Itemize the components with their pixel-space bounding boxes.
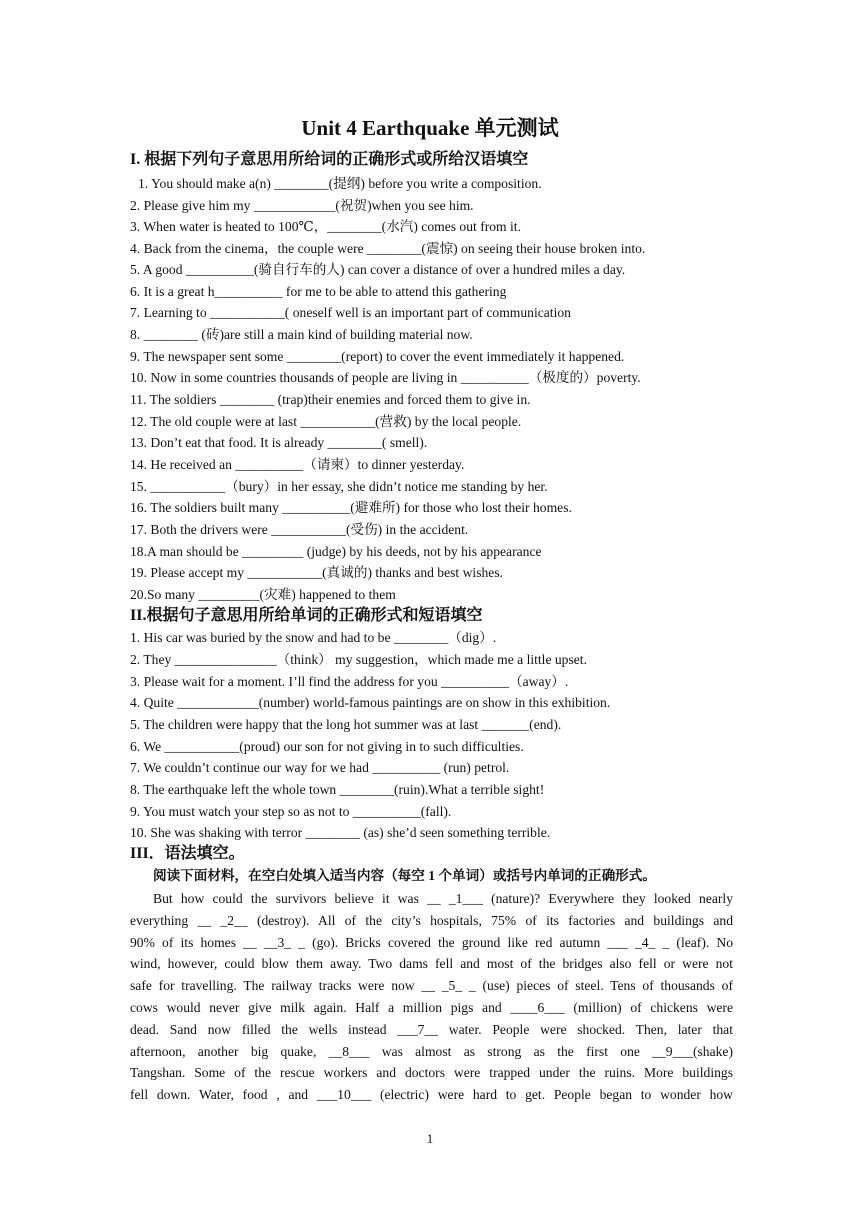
question-line: 9. The newspaper sent some ________(report) to cover the event immediately it happened. <box>130 349 625 364</box>
question-line: 14. He received an __________（请柬）to dinner yesterday. <box>130 457 465 472</box>
question-line: 12. The old couple were at last ___________(营救) by the local people. <box>130 414 522 429</box>
passage-line: fell down. Water, food , and ___10___ (electric) were hard to get. People began to wonder how <box>130 1087 733 1103</box>
question-line: 15. ___________（bury）in her essay, she didn’t notice me standing by her. <box>130 479 548 494</box>
question-line: 10. She was shaking with terror ________ (as) she’d seen something terrible. <box>130 825 551 840</box>
question-line: 8. The earthquake left the whole town ________(ruin).What a terrible sight! <box>130 782 545 797</box>
section-2-heading: II.根据句子意思用所给单词的正确形式和短语填空 <box>130 607 483 624</box>
passage-line: Tangshan. Some of the rescue workers and doctors were trapped under the ruins. More buildings <box>130 1065 733 1081</box>
question-line: 2. They _______________（think） my suggestion，which made me a little upset. <box>130 652 587 667</box>
passage-line: cows would never give milk again. Half a million pigs and ____6___ (million) of chickens were <box>130 999 733 1015</box>
question-line: 7. Learning to ___________( oneself well is an important part of communication <box>130 305 571 320</box>
cloze-passage <box>130 888 733 1106</box>
section-3-heading: III．语法填空。 <box>130 845 245 862</box>
question-line: 2. Please give him my ____________(祝贺)when you see him. <box>130 198 474 213</box>
question-line: 5. A good __________(骑自行车的人) can cover a distance of over a hundred miles a day. <box>130 262 626 277</box>
document-title: Unit 4 Earthquake 单元测试 <box>301 116 559 140</box>
passage-line: safe for travelling. The railway tracks were now __ _5_ _ (use) pieces of steel. Tens of thousands of <box>130 978 733 994</box>
question-line: 4. Back from the cinema，the couple were ________(震惊) on seeing their house broken into. <box>130 241 646 256</box>
passage-line: But how could the survivors believe it was __ _1___ (nature)? Everywhere they looked nearly <box>153 891 733 906</box>
question-line: 6. It is a great h__________ for me to be able to attend this gathering <box>130 284 507 299</box>
question-line: 16. The soldiers built many __________(避难所) for those who lost their homes. <box>130 500 572 515</box>
question-line: 3. When water is heated to 100℃，________(水汽) comes out from it. <box>130 219 521 234</box>
question-line: 20.So many _________(灾难) happened to them <box>130 587 396 602</box>
question-line: 7. We couldn’t continue our way for we had __________ (run) petrol. <box>130 760 510 775</box>
question-line: 5. The children were happy that the long hot summer was at last _______(end). <box>130 717 562 732</box>
passage-line: dead. Sand now filled the wells instead ___7__ water. People were shocked. Then, later that <box>130 1021 733 1037</box>
question-line: 9. You must watch your step so as not to __________(fall). <box>130 804 452 819</box>
question-line: 6. We ___________(proud) our son for not giving in to such difficulties. <box>130 739 524 754</box>
passage-line: wind, however, could blow them away. Two dams fell and most of the bridges also fell or were not <box>130 956 733 972</box>
page-number: 1 <box>426 1131 434 1146</box>
question-line: 13. Don’t eat that food. It is already ________( smell). <box>130 435 428 450</box>
question-line: 1. You should make a(n) ________(提纲) before you write a composition. <box>138 176 542 191</box>
question-line: 19. Please accept my ___________(真诚的) thanks and best wishes. <box>130 565 504 580</box>
passage-line: 90% of its homes __ __3_ _ (go). Bricks covered the ground like red autumn ___ _4_ _ (leaf). No <box>130 934 733 950</box>
question-line: 1. His car was buried by the snow and had to be ________（dig）. <box>130 630 497 645</box>
section-3-instruction: 阅读下面材料，在空白处填入适当内容（每空 1 个单词）或括号内单词的正确形式。 <box>153 868 656 883</box>
question-line: 11. The soldiers ________ (trap)their enemies and forced them to give in. <box>130 392 531 407</box>
question-line: 8. ________ (砖)are still a main kind of building material now. <box>130 327 473 342</box>
question-line: 17. Both the drivers were ___________(受伤) in the accident. <box>130 522 469 537</box>
question-line: 4. Quite ____________(number) world-famous paintings are on show in this exhibition. <box>130 695 611 710</box>
question-line: 3. Please wait for a moment. I’ll find the address for you __________（away）. <box>130 674 569 689</box>
question-line: 10. Now in some countries thousands of people are living in __________（极度的）poverty. <box>130 370 641 385</box>
passage-line: everything __ _2__ (destroy). All of the city’s hospitals, 75% of its factories and buildings and <box>130 912 733 928</box>
section-1-heading: I. 根据下列句子意思用所给词的正确形式或所给汉语填空 <box>130 151 529 168</box>
passage-line: afternoon, another big quake, __8___ was almost as strong as the first one __9___(shake) <box>130 1043 733 1059</box>
question-line: 18.A man should be _________ (judge) by his deeds, not by his appearance <box>130 544 542 559</box>
